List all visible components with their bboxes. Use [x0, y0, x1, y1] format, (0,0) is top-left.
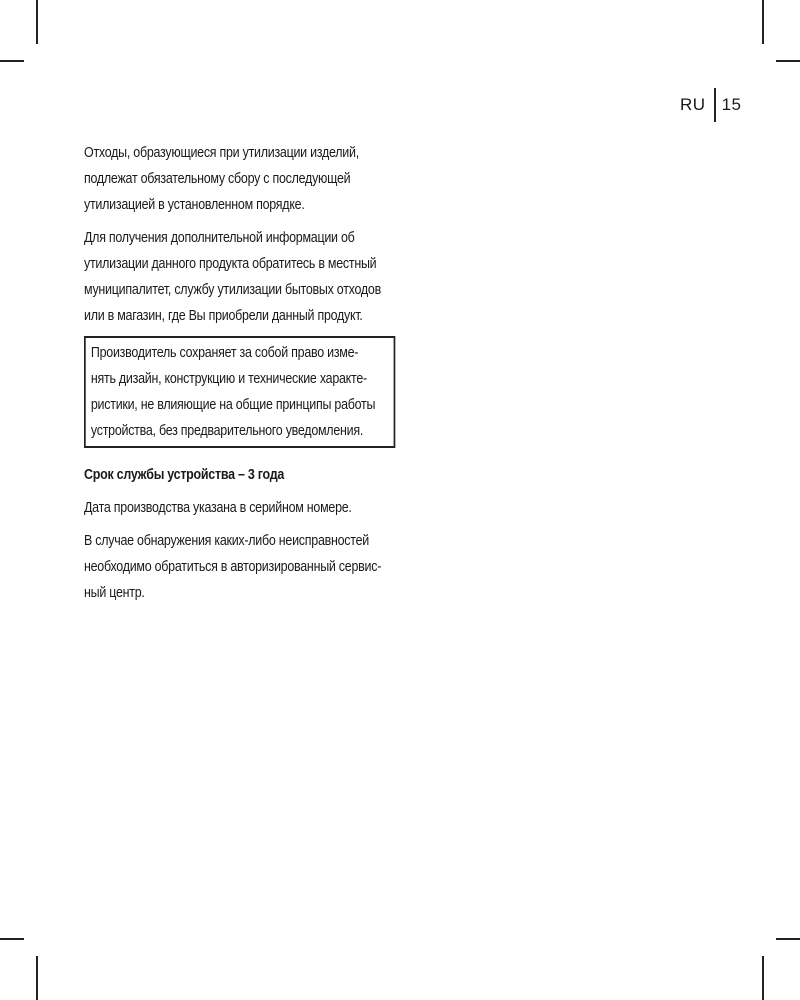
paragraph-info: [84, 225, 394, 329]
text-line: устройства, без предварительного уведомления.: [90, 423, 364, 439]
text-line: ристики, не влияющие на общие принципы работы: [90, 397, 376, 413]
text-line: Отходы, образующиеся при утилизации изделий,: [84, 145, 359, 161]
text-line: или в магазин, где Вы приобрели данный продукт.: [84, 308, 363, 324]
crop-mark: [0, 938, 24, 940]
text-line: нять дизайн, конструкцию и технические характе-: [90, 371, 367, 387]
crop-mark: [762, 956, 764, 1000]
paragraph-malfunction: [84, 528, 394, 606]
manufacturer-notice-box: [84, 336, 395, 448]
crop-mark: [0, 60, 24, 62]
crop-mark: [36, 0, 38, 44]
crop-mark: [776, 60, 800, 62]
language-code: RU: [680, 95, 706, 114]
text-line: В случае обнаружения каких-либо неисправностей: [84, 533, 369, 549]
text-line: ный центр.: [84, 585, 145, 601]
crop-mark: [36, 956, 38, 1000]
text-line: муниципалитет, службу утилизации бытовых отходов: [84, 282, 381, 298]
page-number: 15: [721, 95, 742, 114]
paragraph-disposal: [84, 140, 394, 218]
crop-mark: [762, 0, 764, 44]
production-date-text: Дата производства указана в серийном номере.: [84, 500, 352, 516]
text-line: утилизацией в установленном порядке.: [84, 197, 305, 213]
page-header: [680, 88, 741, 122]
text-line: Производитель сохраняет за собой право изме-: [90, 345, 359, 361]
text-line: утилизации данного продукта обратитесь в местный: [84, 256, 377, 272]
text-line: Для получения дополнительной информации об: [84, 230, 355, 246]
service-life-heading: Срок службы устройства – 3 года: [84, 467, 285, 483]
text-line: подлежат обязательному сбору с последующей: [84, 171, 351, 187]
page-content: [84, 140, 382, 613]
text-line: необходимо обратиться в авторизированный сервис-: [84, 559, 382, 575]
crop-mark: [776, 938, 800, 940]
